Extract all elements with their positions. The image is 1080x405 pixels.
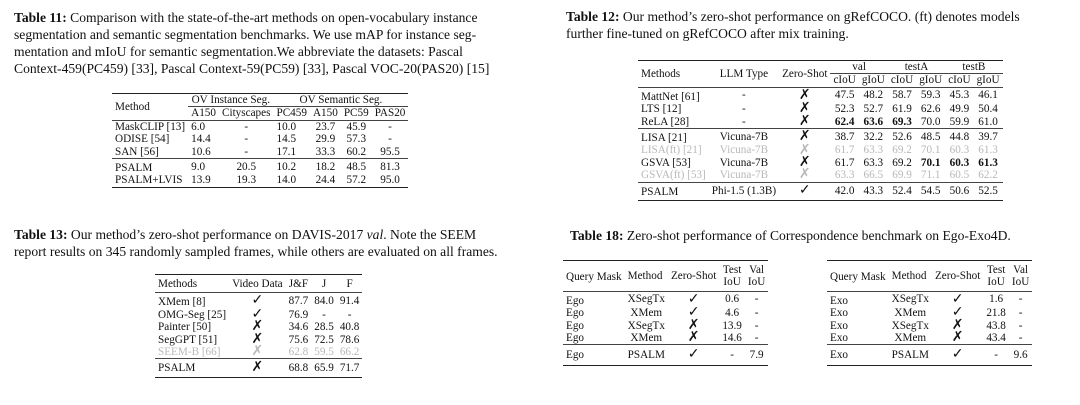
check-icon: ✓ bbox=[932, 345, 983, 365]
table-row bbox=[112, 120, 408, 133]
cell: Exo bbox=[830, 319, 849, 332]
cell: 78.6 bbox=[339, 333, 360, 346]
cross-icon: ✗ bbox=[798, 142, 811, 158]
cell: 61.3 bbox=[978, 144, 998, 157]
cell: 71.1 bbox=[920, 169, 941, 182]
table-row bbox=[563, 320, 768, 332]
cell: 21.8 bbox=[986, 307, 1006, 320]
cell: 52.7 bbox=[863, 103, 884, 116]
cell: 48.5 bbox=[916, 129, 945, 145]
cross-icon: ✗ bbox=[251, 319, 264, 335]
table-row bbox=[112, 174, 408, 187]
cell: 65.9 bbox=[311, 359, 337, 377]
header-text: IoU bbox=[747, 275, 766, 288]
col-header-ov-semantic: OV Semantic Seg. bbox=[273, 94, 408, 107]
cell: 20.5 bbox=[219, 159, 273, 175]
col-header-query-mask: Query Mask bbox=[827, 261, 889, 292]
header-text: Test bbox=[986, 264, 1006, 276]
cell: LISA(ft) [21] bbox=[641, 144, 702, 157]
subheader: gIoU bbox=[919, 74, 943, 87]
table-row bbox=[563, 291, 768, 307]
cell: 6.0 bbox=[188, 120, 219, 133]
cell: GSVA(ft) [53] bbox=[641, 169, 706, 182]
cell: XMem bbox=[630, 332, 663, 345]
col-header-llm-type: LLM Type bbox=[709, 61, 779, 88]
cell: ReLA [28] bbox=[641, 115, 690, 128]
table-row bbox=[638, 182, 1003, 200]
cell: 46.1 bbox=[974, 87, 1003, 103]
cell: - bbox=[1009, 291, 1032, 307]
check-icon: ✓ bbox=[668, 291, 719, 307]
table-row bbox=[638, 157, 1003, 169]
col-header-query-mask: Query Mask bbox=[563, 261, 625, 292]
cross-icon: ✗ bbox=[951, 317, 964, 333]
cross-icon: ✗ bbox=[251, 331, 264, 347]
table-row bbox=[112, 146, 408, 159]
subheader: A150 bbox=[312, 107, 338, 120]
col-header-ov-instance: OV Instance Seg. bbox=[188, 94, 273, 107]
cell: 10.6 bbox=[191, 145, 211, 158]
table-row bbox=[827, 320, 1032, 332]
subheader: PC459 bbox=[276, 107, 307, 120]
cell: Exo bbox=[827, 291, 889, 307]
cell: 47.5 bbox=[830, 87, 858, 103]
cell: 54.5 bbox=[916, 182, 945, 200]
cell: - bbox=[754, 332, 759, 345]
cell: - bbox=[1018, 332, 1023, 345]
table-row bbox=[638, 103, 1003, 115]
cell: XSegTx bbox=[889, 291, 932, 307]
cross-icon: ✗ bbox=[798, 155, 811, 171]
cell: 14.6 bbox=[722, 332, 742, 345]
caption-line: mentation and mIoU for semantic segmentation.We abbreviate the datasets: Pascal bbox=[14, 44, 463, 59]
cell: 44.8 bbox=[945, 129, 973, 145]
cell: Painter [50] bbox=[158, 321, 212, 334]
header-text: IoU bbox=[987, 276, 1005, 289]
caption-label: Table 12: bbox=[566, 9, 620, 24]
col-header-test-iou bbox=[719, 261, 745, 292]
cell: 18.2 bbox=[310, 159, 341, 175]
cross-icon: ✗ bbox=[951, 330, 964, 346]
cell: 75.6 bbox=[288, 333, 309, 346]
cell: 39.7 bbox=[974, 129, 1003, 145]
col-header-zero-shot: Zero-Shot bbox=[779, 61, 830, 88]
header-text: Val bbox=[749, 263, 765, 276]
cell: Vicuna-7B bbox=[719, 156, 769, 169]
check-icon: ✓ bbox=[779, 182, 830, 200]
table-row bbox=[563, 307, 768, 319]
cell: Ego bbox=[563, 345, 625, 365]
cell: SEEM-B [66] bbox=[158, 346, 221, 359]
caption-text bbox=[14, 9, 544, 77]
subheader: gIoU bbox=[861, 74, 885, 87]
subheader: A150 bbox=[191, 107, 216, 120]
cell: 72.5 bbox=[314, 333, 334, 346]
table-row bbox=[638, 129, 1003, 145]
cell: 48.5 bbox=[341, 159, 372, 175]
cell: 91.4 bbox=[337, 293, 363, 309]
cell: 95.0 bbox=[372, 174, 409, 187]
check-icon: ✓ bbox=[668, 345, 719, 365]
caption-line: Our method’s zero-shot performance on DAVIS-2017 bbox=[67, 227, 367, 242]
cell: 24.4 bbox=[310, 174, 341, 187]
cell: 14.5 bbox=[276, 133, 297, 146]
cell: 95.5 bbox=[380, 145, 400, 158]
caption-text bbox=[14, 226, 544, 260]
cell: Exo bbox=[830, 307, 849, 320]
cell: 14.0 bbox=[273, 174, 309, 187]
table-13 bbox=[155, 274, 362, 378]
cell: 69.3 bbox=[892, 115, 912, 128]
cell: 33.3 bbox=[315, 145, 336, 158]
table-row bbox=[638, 144, 1003, 156]
cell: 70.0 bbox=[920, 115, 941, 128]
col-header-video-data: Video Data bbox=[229, 275, 286, 293]
cell: 63.6 bbox=[863, 115, 884, 128]
cell: 17.1 bbox=[276, 145, 297, 158]
subheader: PC59 bbox=[343, 107, 369, 120]
cell: 63.3 bbox=[863, 144, 884, 157]
cell: 70.1 bbox=[920, 144, 941, 157]
cross-icon: ✗ bbox=[779, 129, 830, 145]
caption-line: segmentation and semantic segmentation benchmarks. We use mAP for instance seg- bbox=[14, 27, 477, 42]
cell: - bbox=[742, 115, 746, 128]
col-header-val: val bbox=[830, 61, 887, 74]
table-row bbox=[112, 159, 408, 175]
subheader: Cityscapes bbox=[222, 107, 271, 120]
cell: XMem bbox=[630, 307, 663, 320]
table-row bbox=[827, 345, 1032, 365]
cell: 69.2 bbox=[892, 144, 912, 157]
cell: 13.9 bbox=[188, 174, 219, 187]
cell: 62.8 bbox=[288, 346, 309, 359]
cell: 76.9 bbox=[288, 308, 309, 321]
cell: 61.7 bbox=[834, 144, 855, 157]
cell: OMG-Seg [25] bbox=[158, 308, 227, 321]
cell: 52.3 bbox=[834, 103, 855, 116]
table-12-caption bbox=[566, 8, 1076, 42]
cell: - bbox=[244, 145, 249, 158]
table-row bbox=[638, 169, 1003, 182]
cell: XSegTx bbox=[625, 291, 668, 307]
cell: 9.6 bbox=[1009, 345, 1032, 365]
cell: Exo bbox=[830, 332, 849, 345]
table-row bbox=[155, 359, 362, 377]
cell: - bbox=[742, 103, 746, 116]
table-row bbox=[827, 332, 1032, 345]
cell: 57.2 bbox=[341, 174, 372, 187]
col-header-val-iou bbox=[745, 261, 768, 292]
col-header-testb: testB bbox=[945, 61, 1002, 74]
cell: 60.3 bbox=[949, 156, 970, 169]
cell: 23.7 bbox=[310, 120, 341, 133]
cell: 69.9 bbox=[892, 169, 912, 182]
cell: - bbox=[1018, 307, 1023, 320]
cell: - bbox=[219, 120, 273, 133]
caption-label: Table 18: bbox=[570, 228, 624, 243]
cell: Ego bbox=[563, 291, 625, 307]
cell: PSALM bbox=[638, 182, 709, 200]
cell: 59.5 bbox=[314, 346, 334, 359]
cell: - bbox=[754, 307, 759, 320]
caption-label: Table 11: bbox=[14, 10, 67, 25]
cell: 50.6 bbox=[945, 182, 973, 200]
cell: 43.8 bbox=[986, 319, 1006, 332]
table-row bbox=[112, 133, 408, 145]
table-row bbox=[563, 332, 768, 345]
cell: 48.2 bbox=[859, 87, 888, 103]
cell: Ego bbox=[566, 319, 585, 332]
cell: 4.6 bbox=[725, 307, 740, 320]
table-row bbox=[638, 116, 1003, 129]
table-12 bbox=[638, 60, 1003, 201]
cell: 60.2 bbox=[346, 145, 367, 158]
caption-line: Context-459(PC459) [33], Pascal Context-59(PC59) [33], Pascal VOC-20(PAS20) [15] bbox=[14, 61, 490, 76]
check-icon: ✓ bbox=[687, 305, 700, 321]
cell: 50.4 bbox=[978, 103, 998, 116]
cell: 81.3 bbox=[372, 159, 409, 175]
table-row bbox=[155, 346, 362, 359]
table-11 bbox=[112, 93, 408, 188]
col-header-jf: J&F bbox=[286, 275, 312, 293]
col-header-methods: Methods bbox=[155, 275, 229, 293]
col-header-test-iou bbox=[983, 261, 1009, 292]
col-header-zero-shot: Zero-Shot bbox=[668, 261, 719, 292]
cell: - bbox=[322, 308, 326, 321]
cell: - bbox=[388, 133, 392, 146]
cell: - bbox=[719, 345, 745, 365]
cell: GSVA [53] bbox=[641, 156, 691, 169]
cell: SegGPT [51] bbox=[158, 333, 218, 346]
col-header-j: J bbox=[311, 275, 337, 293]
cell: PSALM+LVIS bbox=[112, 174, 188, 187]
cell: MaskCLIP [13] bbox=[112, 120, 188, 133]
col-header-method: Method bbox=[889, 261, 932, 292]
cell: Vicuna-7B bbox=[719, 144, 769, 157]
cell: 52.5 bbox=[974, 182, 1003, 200]
cell: 1.6 bbox=[983, 291, 1009, 307]
cell: XMem [8] bbox=[155, 293, 229, 309]
cell: 52.4 bbox=[888, 182, 916, 200]
table-18-exo bbox=[827, 260, 1032, 366]
caption-label: Table 13: bbox=[14, 227, 68, 242]
caption-line: Comparison with the state-of-the-art methods on open-vocabulary instance bbox=[66, 10, 478, 25]
cell: 49.9 bbox=[949, 103, 970, 116]
cell: 59.9 bbox=[949, 115, 970, 128]
subheader: cIoU bbox=[833, 74, 856, 87]
cell: 70.1 bbox=[920, 156, 941, 169]
check-icon: ✓ bbox=[229, 293, 286, 309]
cell: - bbox=[244, 133, 249, 146]
table-18-ego bbox=[563, 260, 768, 366]
col-header-methods: Methods bbox=[638, 61, 709, 88]
cell: 61.3 bbox=[978, 156, 998, 169]
cell: 13.9 bbox=[722, 319, 742, 332]
cell: XMem bbox=[894, 307, 927, 320]
cell: LTS [12] bbox=[641, 103, 682, 116]
cell: 34.6 bbox=[288, 321, 309, 334]
cell: 40.8 bbox=[339, 321, 360, 334]
table-13-caption bbox=[14, 226, 544, 260]
cell: 63.3 bbox=[834, 169, 855, 182]
cell: 14.4 bbox=[191, 133, 211, 146]
cell: - bbox=[754, 319, 759, 332]
cell: 10.0 bbox=[273, 120, 309, 133]
cell: - bbox=[372, 120, 409, 133]
subheader: PAS20 bbox=[374, 107, 406, 120]
cell: 32.2 bbox=[859, 129, 888, 145]
cell: Vicuna-7B bbox=[709, 129, 779, 145]
col-header-zero-shot: Zero-Shot bbox=[932, 261, 983, 292]
cell: 84.0 bbox=[311, 293, 337, 309]
cell: 10.2 bbox=[273, 159, 309, 175]
cell: 62.4 bbox=[834, 115, 855, 128]
cell: MattNet [61] bbox=[638, 87, 709, 103]
table-18-caption bbox=[570, 227, 1075, 244]
check-icon: ✓ bbox=[951, 305, 964, 321]
col-header-f: F bbox=[337, 275, 363, 293]
cell: Ego bbox=[566, 307, 585, 320]
cell: 71.7 bbox=[337, 359, 363, 377]
cross-icon: ✗ bbox=[229, 359, 286, 377]
cross-icon: ✗ bbox=[798, 167, 811, 183]
table-row bbox=[827, 291, 1032, 307]
caption-line: Zero-shot performance of Correspondence benchmark on Ego-Exo4D. bbox=[623, 228, 1011, 243]
cell: PSALM bbox=[889, 345, 932, 365]
cell: Exo bbox=[827, 345, 889, 365]
cell: 58.7 bbox=[888, 87, 916, 103]
subheader: gIoU bbox=[976, 74, 1000, 87]
cell: - bbox=[709, 87, 779, 103]
cell: XSegTx bbox=[891, 319, 929, 332]
cell: 19.3 bbox=[219, 174, 273, 187]
check-icon: ✓ bbox=[932, 291, 983, 307]
cell: 52.6 bbox=[888, 129, 916, 145]
cell: SAN [56] bbox=[115, 145, 159, 158]
header-text: IoU bbox=[1011, 275, 1030, 288]
cell: 43.4 bbox=[986, 332, 1006, 345]
cell: 38.7 bbox=[830, 129, 858, 145]
table-row bbox=[638, 87, 1003, 103]
cell: XSegTx bbox=[627, 319, 665, 332]
cell: 60.3 bbox=[949, 144, 970, 157]
cell: ODISE [54] bbox=[115, 133, 170, 146]
cell: 61.7 bbox=[834, 156, 855, 169]
subheader: cIoU bbox=[948, 74, 971, 87]
cell: 87.7 bbox=[286, 293, 312, 309]
cell: 57.3 bbox=[346, 133, 367, 146]
table-row bbox=[827, 307, 1032, 319]
cell: 29.9 bbox=[315, 133, 336, 146]
cell: 61.9 bbox=[892, 103, 912, 116]
header-text: Test bbox=[722, 264, 742, 276]
cell: 0.6 bbox=[719, 291, 745, 307]
cell: 45.9 bbox=[341, 120, 372, 133]
caption-italic: val bbox=[366, 227, 384, 242]
cell: 9.0 bbox=[188, 159, 219, 175]
cell: 63.3 bbox=[863, 156, 884, 169]
subheader: cIoU bbox=[890, 74, 914, 87]
cell: 45.3 bbox=[945, 87, 973, 103]
caption-text bbox=[566, 8, 1076, 42]
cell: - bbox=[745, 291, 768, 307]
cell: PSALM bbox=[155, 359, 229, 377]
cell: 28.5 bbox=[314, 321, 334, 334]
cell: PSALM bbox=[112, 159, 188, 175]
cell: 62.6 bbox=[920, 103, 941, 116]
cross-icon: ✗ bbox=[687, 330, 700, 346]
cell: - bbox=[1018, 319, 1023, 332]
cell: LISA [21] bbox=[638, 129, 709, 145]
cell: 42.0 bbox=[830, 182, 858, 200]
col-header-val-iou bbox=[1009, 261, 1032, 292]
cell: Ego bbox=[566, 332, 585, 345]
header-text: Val bbox=[1013, 263, 1029, 276]
cell: 62.2 bbox=[978, 169, 998, 182]
cross-icon: ✗ bbox=[687, 317, 700, 333]
cell: - bbox=[347, 308, 352, 321]
cell: 59.3 bbox=[916, 87, 945, 103]
caption-text bbox=[570, 227, 1075, 244]
col-header-testa: testA bbox=[888, 61, 945, 74]
cell: 69.2 bbox=[892, 156, 912, 169]
check-icon: ✓ bbox=[251, 307, 264, 323]
caption-line: Our method’s zero-shot performance on gRefCOCO. (ft) denotes models bbox=[619, 9, 1020, 24]
caption-line: report results on 345 randomly sampled frames, while others are evaluated on all frames. bbox=[14, 244, 498, 259]
cross-icon: ✗ bbox=[251, 344, 264, 360]
cross-icon: ✗ bbox=[798, 101, 811, 117]
cell: XMem bbox=[894, 332, 927, 345]
cell: 61.0 bbox=[978, 115, 998, 128]
cell: 68.8 bbox=[286, 359, 312, 377]
header-text: IoU bbox=[723, 276, 741, 289]
cell: 66.2 bbox=[339, 346, 360, 359]
caption-line: . Note the SEEM bbox=[383, 227, 477, 242]
cell: 7.9 bbox=[745, 345, 768, 365]
cell: 66.5 bbox=[863, 169, 884, 182]
cell: Vicuna-7B bbox=[719, 169, 769, 182]
cell: 60.5 bbox=[949, 169, 970, 182]
col-header-method: Method bbox=[625, 261, 668, 292]
cell: Phi-1.5 (1.3B) bbox=[709, 182, 779, 200]
cell: PSALM bbox=[625, 345, 668, 365]
table-11-caption bbox=[14, 9, 544, 77]
cell: 43.3 bbox=[859, 182, 888, 200]
col-header-method: Method bbox=[112, 94, 188, 121]
cross-icon: ✗ bbox=[779, 87, 830, 103]
table-row bbox=[563, 345, 768, 365]
caption-line: further fine-tuned on gRefCOCO after mix training. bbox=[566, 26, 849, 41]
cross-icon: ✗ bbox=[798, 113, 811, 129]
cell: - bbox=[983, 345, 1009, 365]
